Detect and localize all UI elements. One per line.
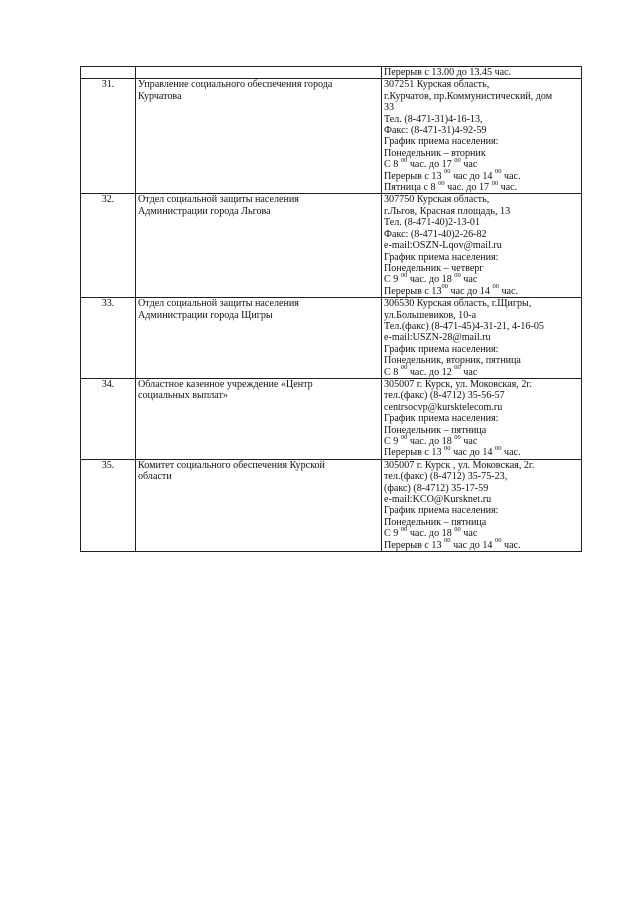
superscript-minutes: 00 — [494, 537, 502, 545]
organization-cell — [136, 79, 382, 194]
contact-line: Понедельник – вторник — [384, 147, 486, 159]
contact-line: centrsocvp@kursktelecom.ru — [384, 401, 503, 413]
contact-line: С 9 $^{00}$ час. до 18 $^{00}$ час — [384, 433, 478, 447]
superscript-minutes: 00 — [454, 271, 461, 279]
row-number-cell: 32. — [81, 194, 136, 298]
superscript-minutes: 00 — [441, 283, 449, 291]
organization-name-line: Комитет социального обеспечения Курской — [138, 459, 325, 471]
contact-line: 33 — [384, 102, 395, 114]
contact-line: Перерыв с 13 $^{00}$ час до 14 $^{00}$ час. — [384, 445, 521, 459]
contact-info-cell — [382, 194, 582, 298]
superscript-minutes: 00 — [400, 433, 408, 441]
contact-line: e-mail:USZN-28@mail.ru — [384, 332, 491, 344]
contact-info-cell — [382, 459, 582, 551]
superscript-minutes: 00 — [400, 525, 408, 533]
contact-line: С 8 $^{00}$ час. до 17 $^{00}$ час — [384, 156, 478, 171]
contact-line: 305007 г. Курск , ул. Моковская, 2г. — [384, 459, 535, 471]
superscript-minutes: 00 — [494, 445, 502, 453]
table-row — [81, 459, 582, 551]
table-row — [81, 298, 582, 379]
contact-line: г.Льгов, Красная площадь, 13 — [384, 205, 511, 217]
organization-cell — [136, 459, 382, 551]
contact-line: ул.Большевиков, 10-а — [384, 309, 477, 321]
organization-cell — [136, 298, 382, 379]
contact-info-cell — [382, 298, 582, 379]
superscript-minutes: 00 — [492, 283, 499, 291]
contact-line: Тел. (8-471-31)4-16-13, — [384, 113, 483, 125]
contact-line: Тел.(факс) (8-471-45)4-31-21, 4-16-05 — [384, 320, 544, 332]
superscript-minutes: 00 — [454, 364, 461, 372]
contact-line: График приема населения: — [384, 413, 499, 425]
table-row — [81, 79, 582, 194]
row-number-cell: 35. — [81, 459, 136, 551]
contact-line: 306530 Курская область, г.Щигры, — [384, 298, 532, 310]
contact-line: Перерыв с $13^{00}$ час до 14 $^{00}$ час. — [384, 283, 519, 297]
contact-info-cell — [382, 79, 582, 194]
organization-name-line: Областное казенное учреждение «Центр — [138, 378, 313, 390]
superscript-minutes: 00 — [454, 525, 461, 533]
organization-name-line: Администрации города Щигры — [138, 309, 273, 321]
organization-cell — [136, 194, 382, 298]
contact-line: (факс) (8-4712) 35-17-59 — [384, 482, 489, 494]
contact-line: 307251 Курская область, — [384, 79, 490, 91]
organization-cell — [136, 67, 382, 79]
table-row-continuation — [81, 67, 582, 79]
superscript-minutes: 00 — [438, 179, 445, 187]
contact-line: Перерыв с 13 $^{00}$ час до 14 $^{00}$ час. — [384, 537, 521, 551]
contact-line: тел.(факс) (8-4712) 35-75-23, — [384, 471, 508, 483]
contact-line: e-mail:OSZN-Lqov@mail.ru — [384, 240, 502, 252]
superscript-minutes: 00 — [444, 445, 451, 453]
contact-line: График приема населения: — [384, 251, 499, 263]
organization-name-line: Управление социального обеспечения города — [138, 79, 333, 91]
contact-line: Тел. (8-471-40)2-13-01 — [384, 217, 481, 229]
organization-name-line: области — [138, 471, 172, 483]
organization-name-line: Отдел социальной защиты населения — [138, 194, 299, 206]
superscript-minutes: 00 — [444, 168, 451, 176]
organization-name-line: Отдел социальной защиты населения — [138, 298, 299, 310]
superscript-minutes: 00 — [400, 156, 408, 164]
superscript-minutes: 00 — [454, 433, 461, 441]
contact-line: Факс: (8-471-31)4-92-59 — [384, 125, 487, 137]
contact-line: Понедельник – пятница — [384, 516, 487, 528]
row-number-cell: 31. — [81, 79, 136, 194]
contact-line: тел.(факс) (8-4712) 35-56-57 — [384, 390, 505, 402]
table-row — [81, 194, 582, 298]
contact-line: Понедельник – четверг — [384, 262, 484, 274]
contacts-table — [80, 66, 582, 552]
contact-line: 307750 Курская область, — [384, 194, 490, 206]
superscript-minutes: 00 — [491, 179, 499, 187]
contact-line: Перерыв с 13.00 до 13.45 час. — [384, 67, 512, 78]
contact-line: Перерыв с 13 $^{00}$ час до 14 $^{00}$ час. — [384, 168, 521, 182]
organization-name-line: Администрации города Льгова — [138, 205, 271, 217]
row-number-cell: 33. — [81, 298, 136, 379]
contact-line: e-mail:KCO@Kursknet.ru — [384, 494, 492, 506]
contact-line: График приема населения: — [384, 505, 499, 517]
superscript-minutes: 00 — [494, 168, 502, 176]
contact-info-cell — [382, 67, 582, 79]
contact-line: С 8 $^{00}$ час. до 12 $^{00}$ час — [384, 364, 478, 378]
contact-line: Понедельник, вторник, пятница — [384, 355, 521, 367]
contact-line: С 9 $^{00}$ час. до 18 $^{00}$ час — [384, 271, 478, 286]
contact-line: 305007 г. Курск, ул. Моковская, 2г. — [384, 378, 532, 390]
row-number-cell: 34. — [81, 378, 136, 459]
superscript-minutes: 00 — [454, 156, 461, 164]
contact-line: С 9 $^{00}$ час. до 18 $^{00}$ час — [384, 525, 478, 540]
contacts-table-body — [81, 67, 582, 552]
superscript-minutes: 00 — [400, 271, 408, 279]
contact-info-cell — [382, 378, 582, 459]
contact-line: Пятница с 8 $^{00}$ час. до 17 $^{00}$ час. — [384, 179, 518, 194]
table-row — [81, 378, 582, 459]
contact-line: График приема населения: — [384, 136, 499, 148]
row-number-cell — [81, 67, 136, 79]
contact-line: г.Курчатов, пр.Коммунистический, дом — [384, 90, 553, 102]
superscript-minutes: 00 — [444, 537, 451, 545]
organization-cell — [136, 378, 382, 459]
superscript-minutes: 00 — [400, 364, 408, 372]
organization-name-line: социальных выплат» — [138, 390, 228, 402]
contact-line: Понедельник – пятница — [384, 424, 487, 436]
contact-line: График приема населения: — [384, 343, 499, 355]
organization-name-line: Курчатова — [138, 90, 182, 102]
contact-line: Факс: (8-471-40)2-26-82 — [384, 228, 487, 240]
